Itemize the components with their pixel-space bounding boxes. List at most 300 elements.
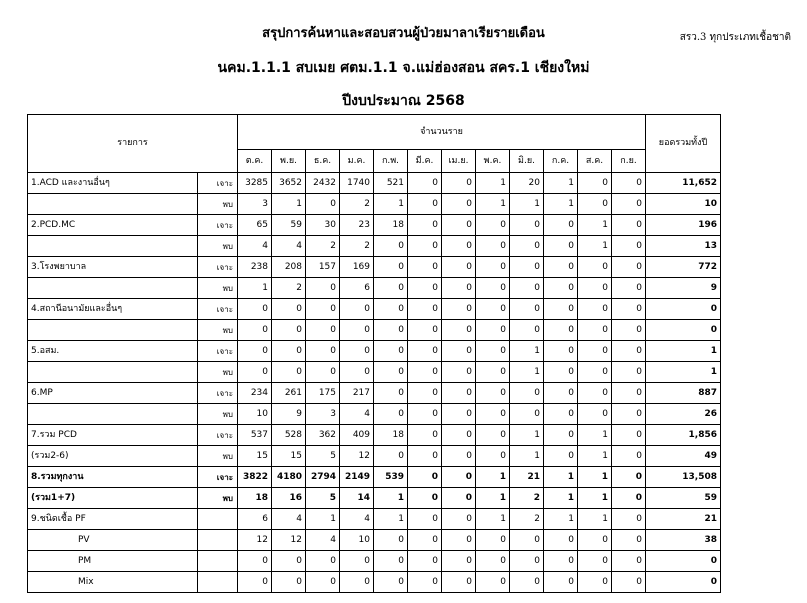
month-value: 0 — [612, 257, 646, 278]
month-value: 0 — [238, 320, 272, 341]
row-kind — [198, 572, 238, 593]
month-value: 238 — [238, 257, 272, 278]
month-value: 0 — [476, 278, 510, 299]
month-value: 12 — [340, 446, 374, 467]
row-label: Mix — [28, 572, 198, 593]
year-total: 9 — [646, 278, 721, 299]
month-value: 0 — [544, 299, 578, 320]
month-value: 15 — [272, 446, 306, 467]
month-value: 362 — [306, 425, 340, 446]
report-title: สรุปการค้นหาและสอบสวนผู้ป่วยมาลาเรียรายเดือน — [262, 26, 545, 41]
month-value: 0 — [578, 404, 612, 425]
table-row — [28, 173, 721, 194]
month-value: 0 — [374, 299, 408, 320]
month-value: 0 — [374, 530, 408, 551]
month-value: 0 — [442, 215, 476, 236]
month-value: 3 — [306, 404, 340, 425]
month-value: 14 — [340, 488, 374, 509]
month-value: 0 — [442, 509, 476, 530]
row-kind: พบ — [198, 194, 238, 215]
month-value: 0 — [306, 320, 340, 341]
row-kind: พบ — [198, 278, 238, 299]
month-value: 23 — [340, 215, 374, 236]
month-header: ส.ค. — [578, 150, 612, 173]
month-value: 157 — [306, 257, 340, 278]
month-value: 1 — [510, 194, 544, 215]
month-value: 3822 — [238, 467, 272, 488]
table-row — [28, 404, 721, 425]
month-value: 0 — [408, 173, 442, 194]
malaria-table — [27, 114, 721, 593]
year-total: 1 — [646, 362, 721, 383]
row-kind: พบ — [198, 446, 238, 467]
year-total: 21 — [646, 509, 721, 530]
table-row — [28, 341, 721, 362]
month-value: 0 — [408, 530, 442, 551]
month-value: 0 — [442, 299, 476, 320]
month-value: 1 — [544, 467, 578, 488]
month-value: 0 — [408, 299, 442, 320]
month-value: 0 — [442, 173, 476, 194]
row-kind: เจาะ — [198, 341, 238, 362]
month-value: 2794 — [306, 467, 340, 488]
month-value: 0 — [578, 278, 612, 299]
table-row — [28, 320, 721, 341]
month-value: 0 — [408, 404, 442, 425]
month-value: 1 — [510, 425, 544, 446]
month-value: 0 — [306, 194, 340, 215]
month-header: พ.ย. — [272, 150, 306, 173]
table-row — [28, 530, 721, 551]
row-kind: พบ — [198, 362, 238, 383]
month-value: 0 — [442, 320, 476, 341]
month-value: 0 — [612, 320, 646, 341]
month-value: 0 — [578, 320, 612, 341]
month-value: 12 — [272, 530, 306, 551]
month-value: 0 — [408, 446, 442, 467]
year-total: 1,856 — [646, 425, 721, 446]
month-value: 0 — [442, 404, 476, 425]
month-header: ม.ค. — [340, 150, 374, 173]
month-value: 0 — [510, 299, 544, 320]
month-value: 0 — [306, 278, 340, 299]
month-value: 4180 — [272, 467, 306, 488]
month-value: 0 — [612, 488, 646, 509]
month-value: 0 — [476, 425, 510, 446]
month-value: 217 — [340, 383, 374, 404]
row-kind: พบ — [198, 404, 238, 425]
month-header: มิ.ย. — [510, 150, 544, 173]
row-label: PM — [28, 551, 198, 572]
row-label: PV — [28, 530, 198, 551]
month-value: 1 — [476, 194, 510, 215]
month-value: 409 — [340, 425, 374, 446]
table-row — [28, 425, 721, 446]
year-total: 26 — [646, 404, 721, 425]
month-value: 0 — [238, 341, 272, 362]
month-value: 59 — [272, 215, 306, 236]
row-label — [28, 404, 198, 425]
row-label — [28, 278, 198, 299]
row-label — [28, 362, 198, 383]
month-value: 0 — [408, 257, 442, 278]
month-value: 0 — [510, 257, 544, 278]
month-value: 1 — [544, 194, 578, 215]
month-value: 1 — [544, 509, 578, 530]
row-kind: เจาะ — [198, 299, 238, 320]
month-value: 0 — [442, 446, 476, 467]
month-value: 0 — [306, 299, 340, 320]
year-total: 59 — [646, 488, 721, 509]
year-total: 49 — [646, 446, 721, 467]
month-value: 0 — [374, 341, 408, 362]
year-total: 13,508 — [646, 467, 721, 488]
month-value: 0 — [578, 173, 612, 194]
row-label: 7.รวม PCD — [28, 425, 198, 446]
month-value: 0 — [442, 236, 476, 257]
header-total: ยอดรวมทั้งปี — [646, 115, 721, 173]
month-value: 0 — [340, 320, 374, 341]
month-value: 3652 — [272, 173, 306, 194]
row-kind: เจาะ — [198, 173, 238, 194]
month-value: 1 — [510, 362, 544, 383]
row-label: 1.ACD และงานอื่นๆ — [28, 173, 198, 194]
month-value: 2 — [510, 509, 544, 530]
row-label: 4.สถานีอนามัยและอื่นๆ — [28, 299, 198, 320]
month-value: 15 — [238, 446, 272, 467]
month-value: 0 — [612, 173, 646, 194]
month-value: 0 — [476, 551, 510, 572]
month-value: 0 — [408, 572, 442, 593]
month-value: 0 — [374, 278, 408, 299]
month-value: 0 — [476, 530, 510, 551]
month-value: 16 — [272, 488, 306, 509]
month-value: 0 — [408, 341, 442, 362]
month-value: 0 — [476, 383, 510, 404]
month-value: 18 — [238, 488, 272, 509]
month-value: 2149 — [340, 467, 374, 488]
month-value: 1 — [578, 446, 612, 467]
month-value: 0 — [408, 236, 442, 257]
month-value: 0 — [510, 320, 544, 341]
table-row — [28, 551, 721, 572]
row-label: (รวม1+7) — [28, 488, 198, 509]
month-value: 0 — [476, 446, 510, 467]
month-value: 0 — [578, 194, 612, 215]
row-label: 8.รวมทุกงาน — [28, 467, 198, 488]
month-value: 0 — [544, 320, 578, 341]
table-row — [28, 467, 721, 488]
month-value: 1 — [476, 467, 510, 488]
row-kind: เจาะ — [198, 383, 238, 404]
month-header: ก.พ. — [374, 150, 408, 173]
year-total: 11,652 — [646, 173, 721, 194]
month-value: 1 — [544, 488, 578, 509]
month-value: 0 — [442, 425, 476, 446]
month-value: 0 — [340, 572, 374, 593]
month-value: 0 — [612, 425, 646, 446]
month-value: 1 — [272, 194, 306, 215]
month-value: 537 — [238, 425, 272, 446]
month-value: 5 — [306, 488, 340, 509]
month-value: 169 — [340, 257, 374, 278]
month-value: 0 — [612, 509, 646, 530]
month-value: 2 — [510, 488, 544, 509]
month-value: 0 — [476, 257, 510, 278]
row-kind — [198, 509, 238, 530]
table-row — [28, 446, 721, 467]
month-value: 9 — [272, 404, 306, 425]
month-value: 0 — [408, 509, 442, 530]
month-value: 4 — [272, 236, 306, 257]
month-value: 5 — [306, 446, 340, 467]
table-row — [28, 278, 721, 299]
month-value: 4 — [272, 509, 306, 530]
month-header: ก.ย. — [612, 150, 646, 173]
month-value: 0 — [442, 572, 476, 593]
month-value: 1 — [510, 341, 544, 362]
month-value: 0 — [442, 383, 476, 404]
month-header: ต.ค. — [238, 150, 272, 173]
row-label: 9.ชนิดเชื้อ PF — [28, 509, 198, 530]
month-value: 65 — [238, 215, 272, 236]
month-value: 0 — [510, 551, 544, 572]
month-value: 0 — [374, 551, 408, 572]
month-value: 1 — [374, 194, 408, 215]
month-value: 0 — [578, 257, 612, 278]
year-total: 10 — [646, 194, 721, 215]
month-value: 0 — [442, 530, 476, 551]
row-label: 2.PCD.MC — [28, 215, 198, 236]
row-label — [28, 236, 198, 257]
month-value: 0 — [408, 467, 442, 488]
month-value: 521 — [374, 173, 408, 194]
month-header: ธ.ค. — [306, 150, 340, 173]
month-value: 0 — [306, 341, 340, 362]
month-value: 0 — [612, 467, 646, 488]
month-value: 6 — [238, 509, 272, 530]
month-value: 0 — [544, 362, 578, 383]
month-value: 3285 — [238, 173, 272, 194]
month-value: 0 — [510, 383, 544, 404]
month-value: 0 — [578, 299, 612, 320]
month-value: 0 — [612, 194, 646, 215]
month-value: 0 — [612, 278, 646, 299]
month-value: 0 — [340, 299, 374, 320]
month-value: 1 — [578, 215, 612, 236]
month-value: 0 — [306, 572, 340, 593]
month-value: 0 — [442, 467, 476, 488]
row-kind: เจาะ — [198, 257, 238, 278]
month-value: 539 — [374, 467, 408, 488]
row-kind: เจาะ — [198, 425, 238, 446]
month-value: 4 — [340, 404, 374, 425]
month-value: 0 — [476, 572, 510, 593]
month-value: 0 — [272, 299, 306, 320]
month-value: 0 — [374, 236, 408, 257]
month-value: 0 — [578, 551, 612, 572]
month-value: 0 — [442, 257, 476, 278]
month-value: 0 — [544, 551, 578, 572]
month-value: 0 — [510, 278, 544, 299]
month-value: 6 — [340, 278, 374, 299]
row-kind: พบ — [198, 320, 238, 341]
month-value: 0 — [612, 299, 646, 320]
month-value: 0 — [544, 446, 578, 467]
month-header: เม.ย. — [442, 150, 476, 173]
month-value: 1 — [374, 509, 408, 530]
month-value: 30 — [306, 215, 340, 236]
month-value: 1 — [476, 173, 510, 194]
row-kind: เจาะ — [198, 467, 238, 488]
month-value: 20 — [510, 173, 544, 194]
month-value: 18 — [374, 425, 408, 446]
row-label — [28, 320, 198, 341]
month-value: 0 — [408, 215, 442, 236]
month-value: 0 — [408, 362, 442, 383]
month-value: 0 — [612, 236, 646, 257]
month-value: 261 — [272, 383, 306, 404]
month-value: 1 — [578, 488, 612, 509]
month-value: 10 — [238, 404, 272, 425]
month-value: 18 — [374, 215, 408, 236]
table-row — [28, 509, 721, 530]
month-value: 4 — [306, 530, 340, 551]
table-row — [28, 194, 721, 215]
month-value: 0 — [510, 530, 544, 551]
year-total: 0 — [646, 572, 721, 593]
month-value: 0 — [612, 215, 646, 236]
month-value: 0 — [374, 572, 408, 593]
month-value: 0 — [476, 299, 510, 320]
month-value: 4 — [238, 236, 272, 257]
month-value: 0 — [544, 404, 578, 425]
month-value: 0 — [544, 341, 578, 362]
month-value: 2 — [306, 236, 340, 257]
table-row — [28, 488, 721, 509]
month-value: 0 — [612, 341, 646, 362]
row-label: 5.อสม. — [28, 341, 198, 362]
month-value: 0 — [612, 404, 646, 425]
month-value: 1 — [374, 488, 408, 509]
month-value: 0 — [442, 194, 476, 215]
table-row — [28, 362, 721, 383]
year-total: 772 — [646, 257, 721, 278]
month-value: 0 — [408, 425, 442, 446]
month-value: 0 — [544, 278, 578, 299]
month-value: 0 — [238, 299, 272, 320]
month-value: 0 — [408, 551, 442, 572]
month-value: 0 — [544, 383, 578, 404]
month-value: 0 — [578, 572, 612, 593]
month-value: 2 — [272, 278, 306, 299]
month-value: 0 — [374, 257, 408, 278]
month-value: 0 — [476, 341, 510, 362]
month-value: 175 — [306, 383, 340, 404]
month-value: 0 — [544, 257, 578, 278]
month-value: 0 — [544, 572, 578, 593]
month-value: 0 — [578, 341, 612, 362]
fiscal-year: ปีงบประมาณ 2568 — [342, 93, 465, 109]
month-value: 0 — [612, 446, 646, 467]
month-value: 0 — [476, 236, 510, 257]
month-value: 2 — [340, 236, 374, 257]
month-value: 1 — [578, 236, 612, 257]
month-value: 0 — [340, 362, 374, 383]
month-value: 0 — [442, 551, 476, 572]
year-total: 1 — [646, 341, 721, 362]
month-value: 1 — [578, 425, 612, 446]
month-value: 0 — [238, 362, 272, 383]
row-label — [28, 194, 198, 215]
month-value: 0 — [408, 320, 442, 341]
month-header: ก.ค. — [544, 150, 578, 173]
month-value: 0 — [510, 404, 544, 425]
month-value: 0 — [306, 362, 340, 383]
month-value: 1 — [306, 509, 340, 530]
year-total: 0 — [646, 551, 721, 572]
month-value: 1 — [476, 509, 510, 530]
month-value: 0 — [272, 572, 306, 593]
month-value: 0 — [374, 362, 408, 383]
year-total: 0 — [646, 320, 721, 341]
month-value: 0 — [272, 320, 306, 341]
month-value: 0 — [374, 404, 408, 425]
month-value: 21 — [510, 467, 544, 488]
month-value: 0 — [544, 236, 578, 257]
month-value: 0 — [442, 362, 476, 383]
month-value: 0 — [408, 488, 442, 509]
header-count: จำนวนราย — [238, 115, 646, 150]
month-value: 1 — [476, 488, 510, 509]
month-header: พ.ค. — [476, 150, 510, 173]
month-value: 0 — [306, 551, 340, 572]
row-kind: พบ — [198, 488, 238, 509]
month-value: 1740 — [340, 173, 374, 194]
month-value: 4 — [340, 509, 374, 530]
row-label: 3.โรงพยาบาล — [28, 257, 198, 278]
month-value: 0 — [578, 362, 612, 383]
month-value: 0 — [544, 215, 578, 236]
month-value: 0 — [340, 341, 374, 362]
year-total: 38 — [646, 530, 721, 551]
month-value: 0 — [612, 362, 646, 383]
month-value: 0 — [612, 383, 646, 404]
month-value: 234 — [238, 383, 272, 404]
row-kind — [198, 530, 238, 551]
month-value: 3 — [238, 194, 272, 215]
month-value: 0 — [476, 362, 510, 383]
month-value: 0 — [408, 278, 442, 299]
month-value: 0 — [544, 530, 578, 551]
table-row — [28, 383, 721, 404]
month-value: 0 — [272, 341, 306, 362]
month-value: 0 — [238, 551, 272, 572]
row-kind: เจาะ — [198, 215, 238, 236]
month-value: 0 — [612, 530, 646, 551]
month-value: 0 — [374, 320, 408, 341]
month-value: 1 — [578, 509, 612, 530]
month-value: 0 — [408, 383, 442, 404]
table-row — [28, 299, 721, 320]
form-code: สรว.3 ทุกประเภทเชื้อชาติ — [679, 32, 791, 43]
table-row — [28, 572, 721, 593]
table-row — [28, 215, 721, 236]
month-value: 2 — [340, 194, 374, 215]
month-value: 0 — [408, 194, 442, 215]
header-item: รายการ — [28, 115, 238, 173]
month-value: 0 — [578, 383, 612, 404]
